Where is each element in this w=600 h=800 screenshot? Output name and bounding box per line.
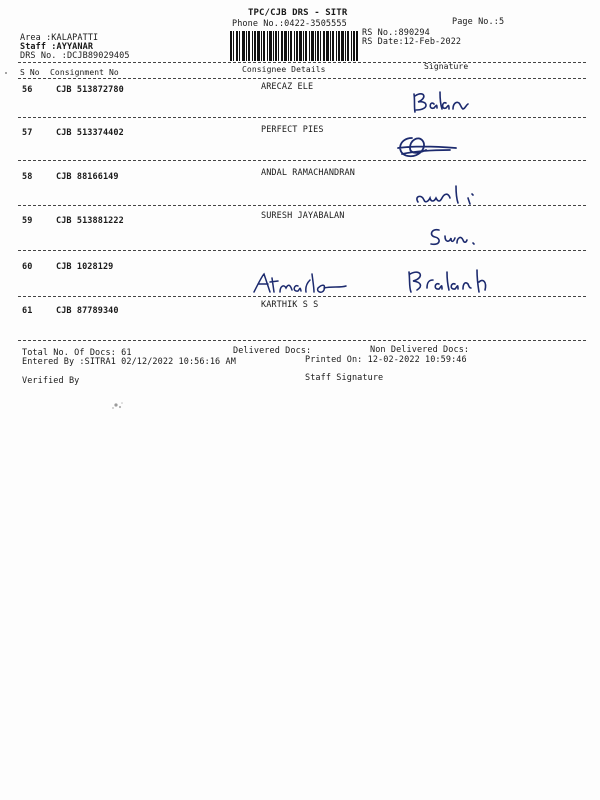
row-divider bbox=[18, 117, 586, 118]
area-label: Area :KALAPATTI bbox=[20, 33, 99, 43]
row-consignment: CJB 88166149 bbox=[56, 172, 119, 182]
row-consignment: CJB 87789340 bbox=[56, 306, 119, 316]
row-sno: 56 bbox=[22, 85, 33, 95]
row-consignment: CJB 513872780 bbox=[56, 85, 124, 95]
row-sno: 57 bbox=[22, 128, 33, 138]
column-consignment: Consignment No bbox=[50, 68, 119, 77]
signature-mark bbox=[425, 224, 485, 250]
row-sno: 61 bbox=[22, 306, 33, 316]
row-consignee: PERFECT PIES bbox=[261, 125, 324, 135]
row-consignee: KARTHIK S S bbox=[261, 300, 319, 310]
signature-mark bbox=[392, 132, 462, 162]
column-sno: S No bbox=[20, 68, 40, 77]
row-divider bbox=[18, 205, 586, 206]
column-consignee: Consignee Details bbox=[242, 65, 326, 74]
entered-by: Entered By :SITRA1 02/12/2022 10:56:16 AM bbox=[22, 357, 236, 367]
delivered-docs: Delivered Docs: bbox=[233, 346, 312, 356]
scan-dot-icon bbox=[3, 70, 9, 76]
staff-signature: Staff Signature bbox=[305, 373, 384, 383]
rs-number: RS No.:890294 bbox=[362, 28, 430, 38]
total-docs: Total No. Of Docs: 61 bbox=[22, 348, 132, 358]
non-delivered-docs: Non Delivered Docs: bbox=[370, 345, 470, 355]
row-consignee: ANDAL RAMACHANDRAN bbox=[261, 168, 355, 178]
page-number: Page No.:5 bbox=[452, 17, 505, 27]
document-title: TPC/CJB DRS - SITR bbox=[248, 8, 348, 18]
barcode-icon bbox=[230, 31, 358, 61]
header-divider-bottom bbox=[18, 78, 586, 79]
row-sno: 58 bbox=[22, 172, 33, 182]
row-sno: 59 bbox=[22, 216, 33, 226]
row-consignment: CJB 513881222 bbox=[56, 216, 124, 226]
row-divider bbox=[18, 296, 586, 297]
row-divider bbox=[18, 250, 586, 251]
scan-smudge-icon bbox=[108, 398, 130, 414]
staff-label: Staff :AYYANAR bbox=[20, 42, 94, 52]
column-signature: Signature bbox=[424, 62, 469, 71]
row-divider bbox=[18, 340, 586, 341]
drs-number: DRS No. :DCJB89029405 bbox=[20, 51, 130, 61]
row-consignee: SURESH JAYABALAN bbox=[261, 211, 345, 221]
row-consignee: ARECAZ ELE bbox=[261, 82, 314, 92]
phone-number: Phone No.:0422-3505555 bbox=[232, 19, 347, 29]
row-consignment: CJB 513374402 bbox=[56, 128, 124, 138]
rs-date: RS Date:12-Feb-2022 bbox=[362, 37, 462, 47]
row-consignment: CJB 1028129 bbox=[56, 262, 114, 272]
signature-mark bbox=[405, 266, 495, 296]
printed-on: Printed On: 12-02-2022 10:59:46 bbox=[305, 355, 467, 365]
header-divider-top bbox=[18, 62, 586, 63]
signature-mark bbox=[250, 270, 350, 296]
row-divider bbox=[18, 160, 586, 161]
verified-by: Verified By bbox=[22, 376, 80, 386]
signature-mark bbox=[410, 88, 500, 116]
row-sno: 60 bbox=[22, 262, 33, 272]
